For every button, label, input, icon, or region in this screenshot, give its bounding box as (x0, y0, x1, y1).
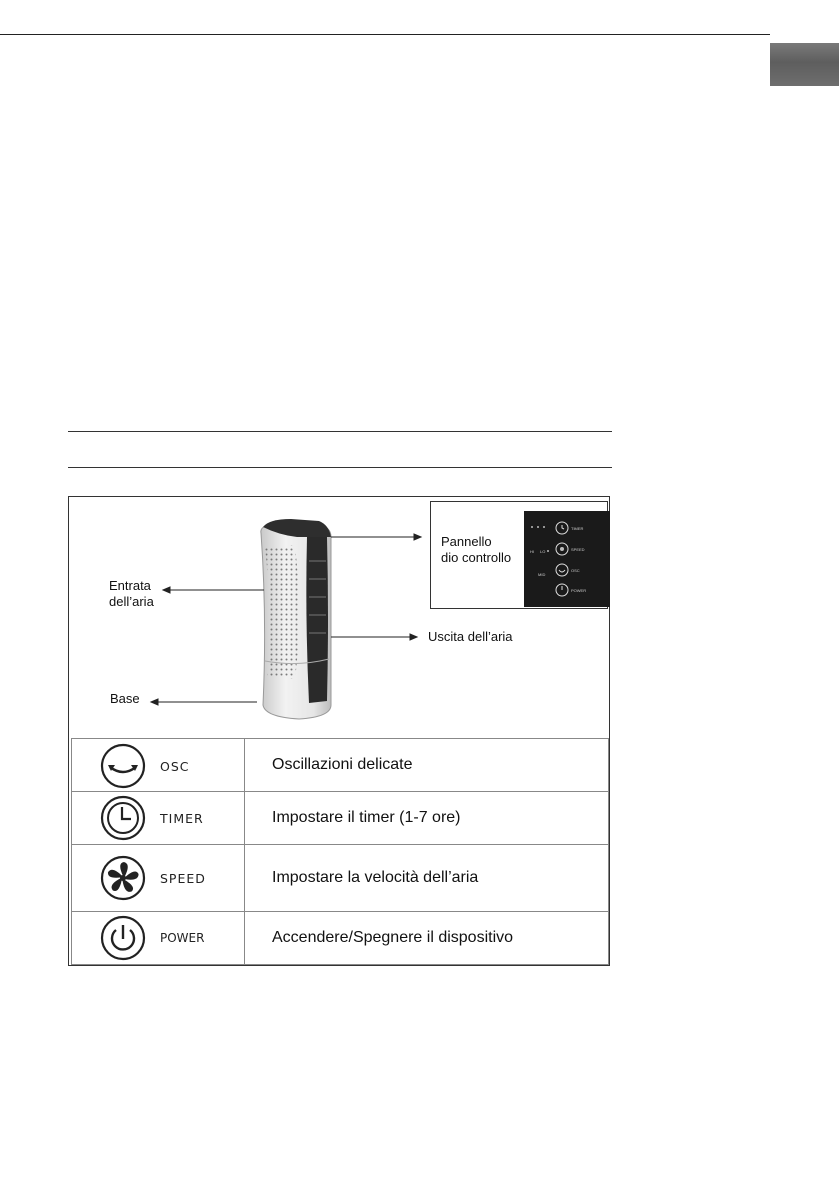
panel-speed-text: SPEED (571, 547, 585, 552)
section-heading-rule-bottom (68, 467, 612, 468)
language-tab (770, 43, 839, 86)
function-name: SPEED (160, 871, 206, 886)
table-row (72, 739, 609, 792)
fan-diagram (69, 497, 609, 735)
product-figure (68, 496, 610, 966)
function-icon-cell (72, 739, 245, 792)
function-icon-cell (72, 845, 245, 912)
fan-icon (100, 855, 146, 901)
air-outlet-label: Uscita dell’aria (428, 629, 513, 644)
control-panel-label: Pannello dio controllo (441, 534, 512, 565)
panel-osc-text: OSC (571, 568, 580, 573)
function-name: TIMER (160, 811, 204, 826)
panel-timer-text: TIMER (571, 526, 584, 531)
clock-icon (100, 795, 146, 841)
function-description: Oscillazioni delicate (245, 739, 609, 792)
oscillation-icon (100, 743, 146, 789)
control-panel-inset (430, 501, 608, 609)
function-description: Impostare il timer (1-7 ore) (245, 792, 609, 845)
function-description: Impostare la velocità dell’aria (245, 845, 609, 912)
power-icon (100, 915, 146, 961)
section-heading-rule-top (68, 431, 612, 432)
table-row (72, 912, 609, 965)
table-row (72, 845, 609, 912)
table-row (72, 792, 609, 845)
panel-power-text: POWER (571, 588, 587, 593)
functions-table (71, 738, 609, 965)
function-name: OSC (160, 759, 190, 774)
function-icon-cell (72, 792, 245, 845)
air-inlet-label: Entrata dell’aria (109, 578, 154, 609)
panel-hi-text: HI (530, 549, 534, 554)
base-label: Base (110, 691, 140, 706)
header-rule (0, 34, 770, 35)
function-description: Accendere/Spegnere il dispositivo (245, 912, 609, 965)
panel-mid-text: MID (538, 572, 546, 577)
function-name: POWER (160, 931, 205, 945)
panel-lo-text: LO (540, 549, 546, 554)
control-panel-photo (524, 511, 610, 607)
function-icon-cell (72, 912, 245, 965)
